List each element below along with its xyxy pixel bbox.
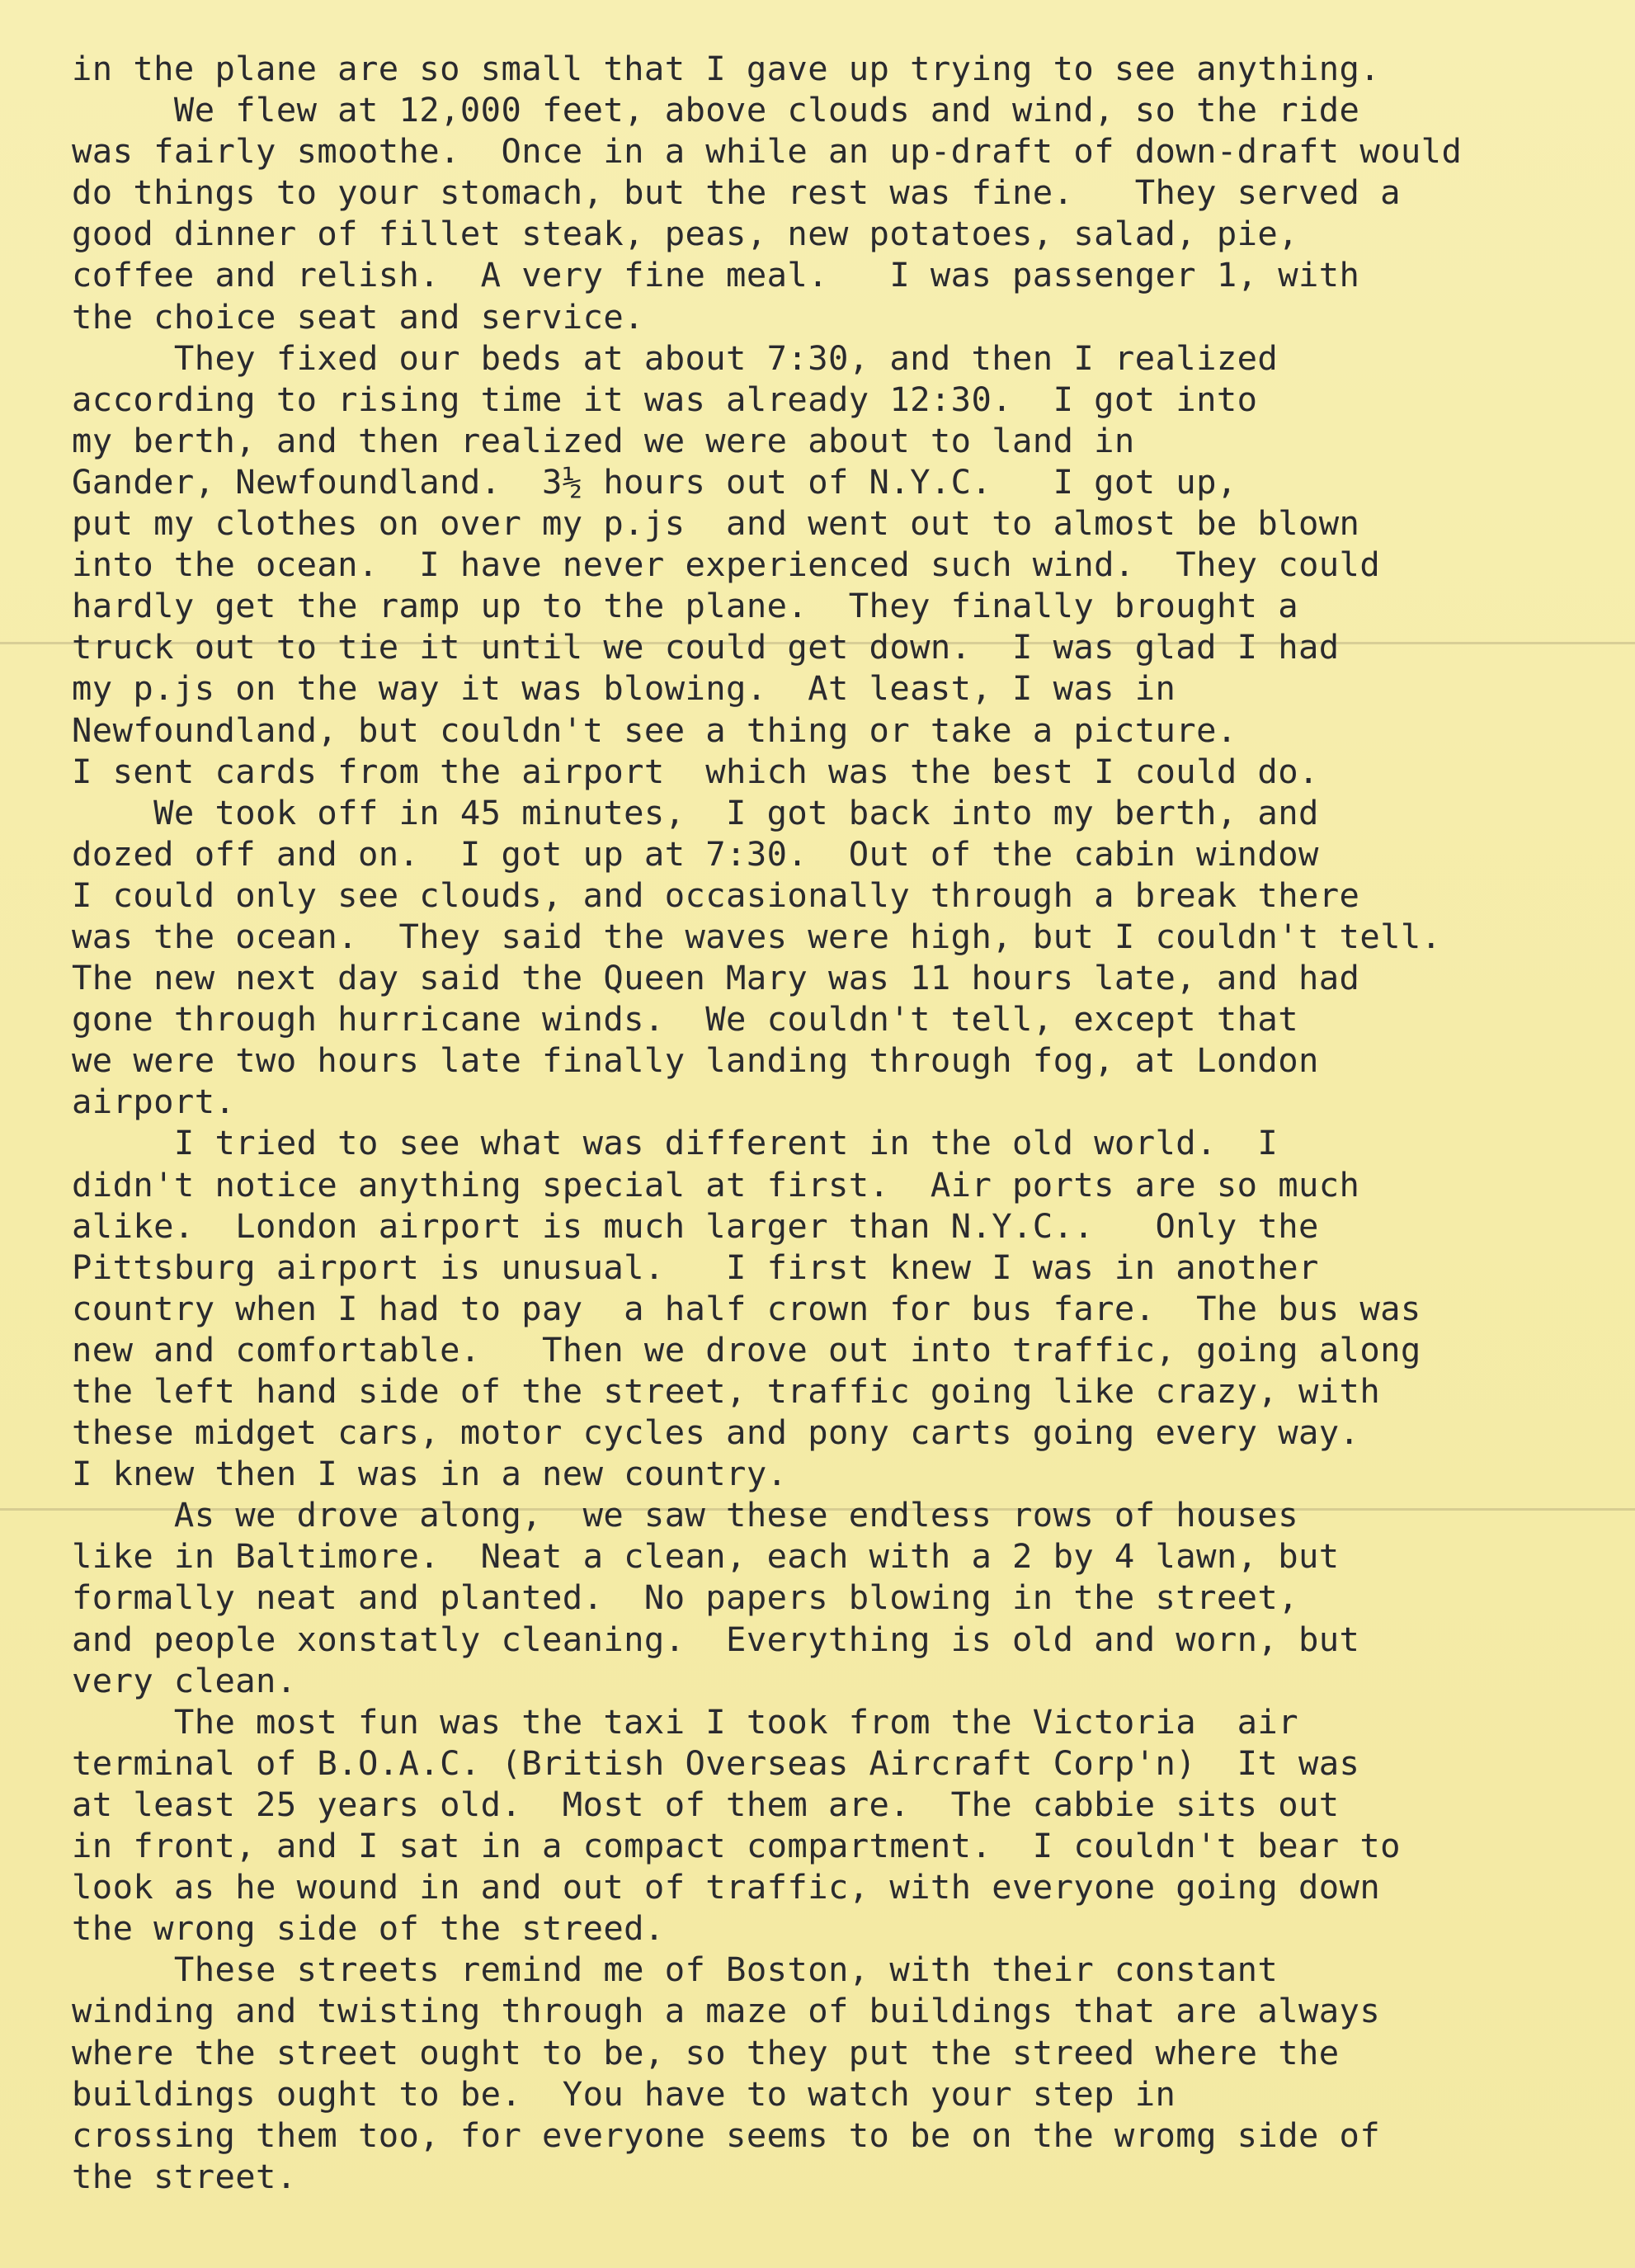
text-line: formally neat and planted. No papers blowing in the street, — [72, 1577, 1298, 1618]
text-line: my berth, and then realized we were about to land in — [72, 420, 1135, 460]
text-line: airport. — [72, 1082, 236, 1122]
text-line: I sent cards from the airport which was the best I could do. — [72, 751, 1319, 791]
text-line: do things to your stomach, but the rest was fine. They served a — [72, 172, 1401, 213]
text-line: They fixed our beds at about 7:30, and then I realized — [72, 337, 1279, 378]
text-line: like in Baltimore. Neat a clean, each with a 2 by 4 lawn, but — [72, 1536, 1340, 1577]
text-line: put my clothes on over my p.js and went out to almost be blown — [72, 503, 1360, 544]
text-line: where the street ought to be, so they put the streed where the — [72, 2032, 1340, 2072]
text-line: was fairly smoothe. Once in a while an up-draft of down-draft would — [72, 131, 1463, 172]
text-line: my p.js on the way it was blowing. At least, I was in — [72, 668, 1176, 709]
text-line: in the plane are so small that I gave up trying to see anything. — [72, 49, 1381, 88]
text-line: country when I had to pay a half crown for bus fare. The bus was — [72, 1288, 1421, 1328]
text-line: alike. London airport is much larger than N.Y.C.. Only the — [72, 1205, 1319, 1246]
letter-body — [72, 48, 1606, 2197]
text-line: at least 25 years old. Most of them are. The cabbie sits out — [72, 1784, 1340, 1824]
text-line: The most fun was the taxi I took from the Victoria air — [72, 1701, 1298, 1742]
text-line: gone through hurricane winds. We couldn't tell, except that — [72, 999, 1298, 1040]
text-line: according to rising time it was already 12:30. I got into — [72, 379, 1258, 419]
text-line: I tried to see what was different in the old world. I — [72, 1123, 1279, 1163]
text-line: terminal of B.O.A.C. (British Overseas Aircraft Corp'n) It was — [72, 1742, 1360, 1783]
text-line: the left hand side of the street, traffic going like crazy, with — [72, 1371, 1381, 1411]
text-line: I knew then I was in a new country. — [72, 1454, 788, 1494]
text-line: the choice seat and service. — [72, 296, 644, 337]
text-line: the wrong side of the streed. — [72, 1908, 665, 1949]
text-line: These streets remind me of Boston, with their constant — [72, 1950, 1279, 1990]
text-line: the street. — [72, 2156, 297, 2196]
text-line: didn't notice anything special at first. Air ports are so much — [72, 1164, 1360, 1205]
text-line: We flew at 12,000 feet, above clouds and wind, so the ride — [72, 90, 1360, 130]
text-line: good dinner of fillet steak, peas, new potatoes, salad, pie, — [72, 214, 1298, 254]
text-line: The new next day said the Queen Mary was 11 hours late, and had — [72, 958, 1360, 998]
text-line: look as he wound in and out of traffic, with everyone going down — [72, 1867, 1381, 1907]
text-line: We took off in 45 minutes, I got back into my berth, and — [72, 792, 1319, 832]
text-line: winding and twisting through a maze of buildings that are always — [72, 1991, 1381, 2031]
text-line: hardly get the ramp up to the plane. They finally brought a — [72, 586, 1298, 626]
text-line: coffee and relish. A very fine meal. I was passenger 1, with — [72, 255, 1360, 295]
text-line: buildings ought to be. You have to watch your step in — [72, 2073, 1176, 2114]
text-line: crossing them too, for everyone seems to be on the wromg side of — [72, 2115, 1381, 2155]
text-line: very clean. — [72, 1660, 297, 1700]
text-line: dozed off and on. I got up at 7:30. Out of the cabin window — [72, 833, 1319, 874]
text-line: Pittsburg airport is unusual. I first knew I was in another — [72, 1247, 1319, 1287]
text-line: I could only see clouds, and occasionally through a break there — [72, 875, 1360, 915]
text-line: in front, and I sat in a compact compartment. I couldn't bear to — [72, 1826, 1401, 1866]
text-line: As we drove along, we saw these endless rows of houses — [72, 1495, 1298, 1535]
text-line: was the ocean. They said the waves were high, but I couldn't tell. — [72, 916, 1442, 956]
text-line: we were two hours late finally landing through fog, at London — [72, 1040, 1319, 1081]
text-line: new and comfortable. Then we drove out into traffic, going along — [72, 1329, 1421, 1370]
text-line: these midget cars, motor cycles and pony carts going every way. — [72, 1412, 1360, 1453]
text-line: truck out to tie it until we could get down. I was glad I had — [72, 627, 1340, 667]
text-line: into the ocean. I have never experienced such wind. They could — [72, 545, 1381, 585]
text-line: Newfoundland, but couldn't see a thing or take a picture. — [72, 710, 1237, 750]
text-line: and people xonstatly cleaning. Everything is old and worn, but — [72, 1619, 1360, 1659]
text-line: Gander, Newfoundland. 3½ hours out of N.Y.C. I got up, — [72, 461, 1237, 502]
